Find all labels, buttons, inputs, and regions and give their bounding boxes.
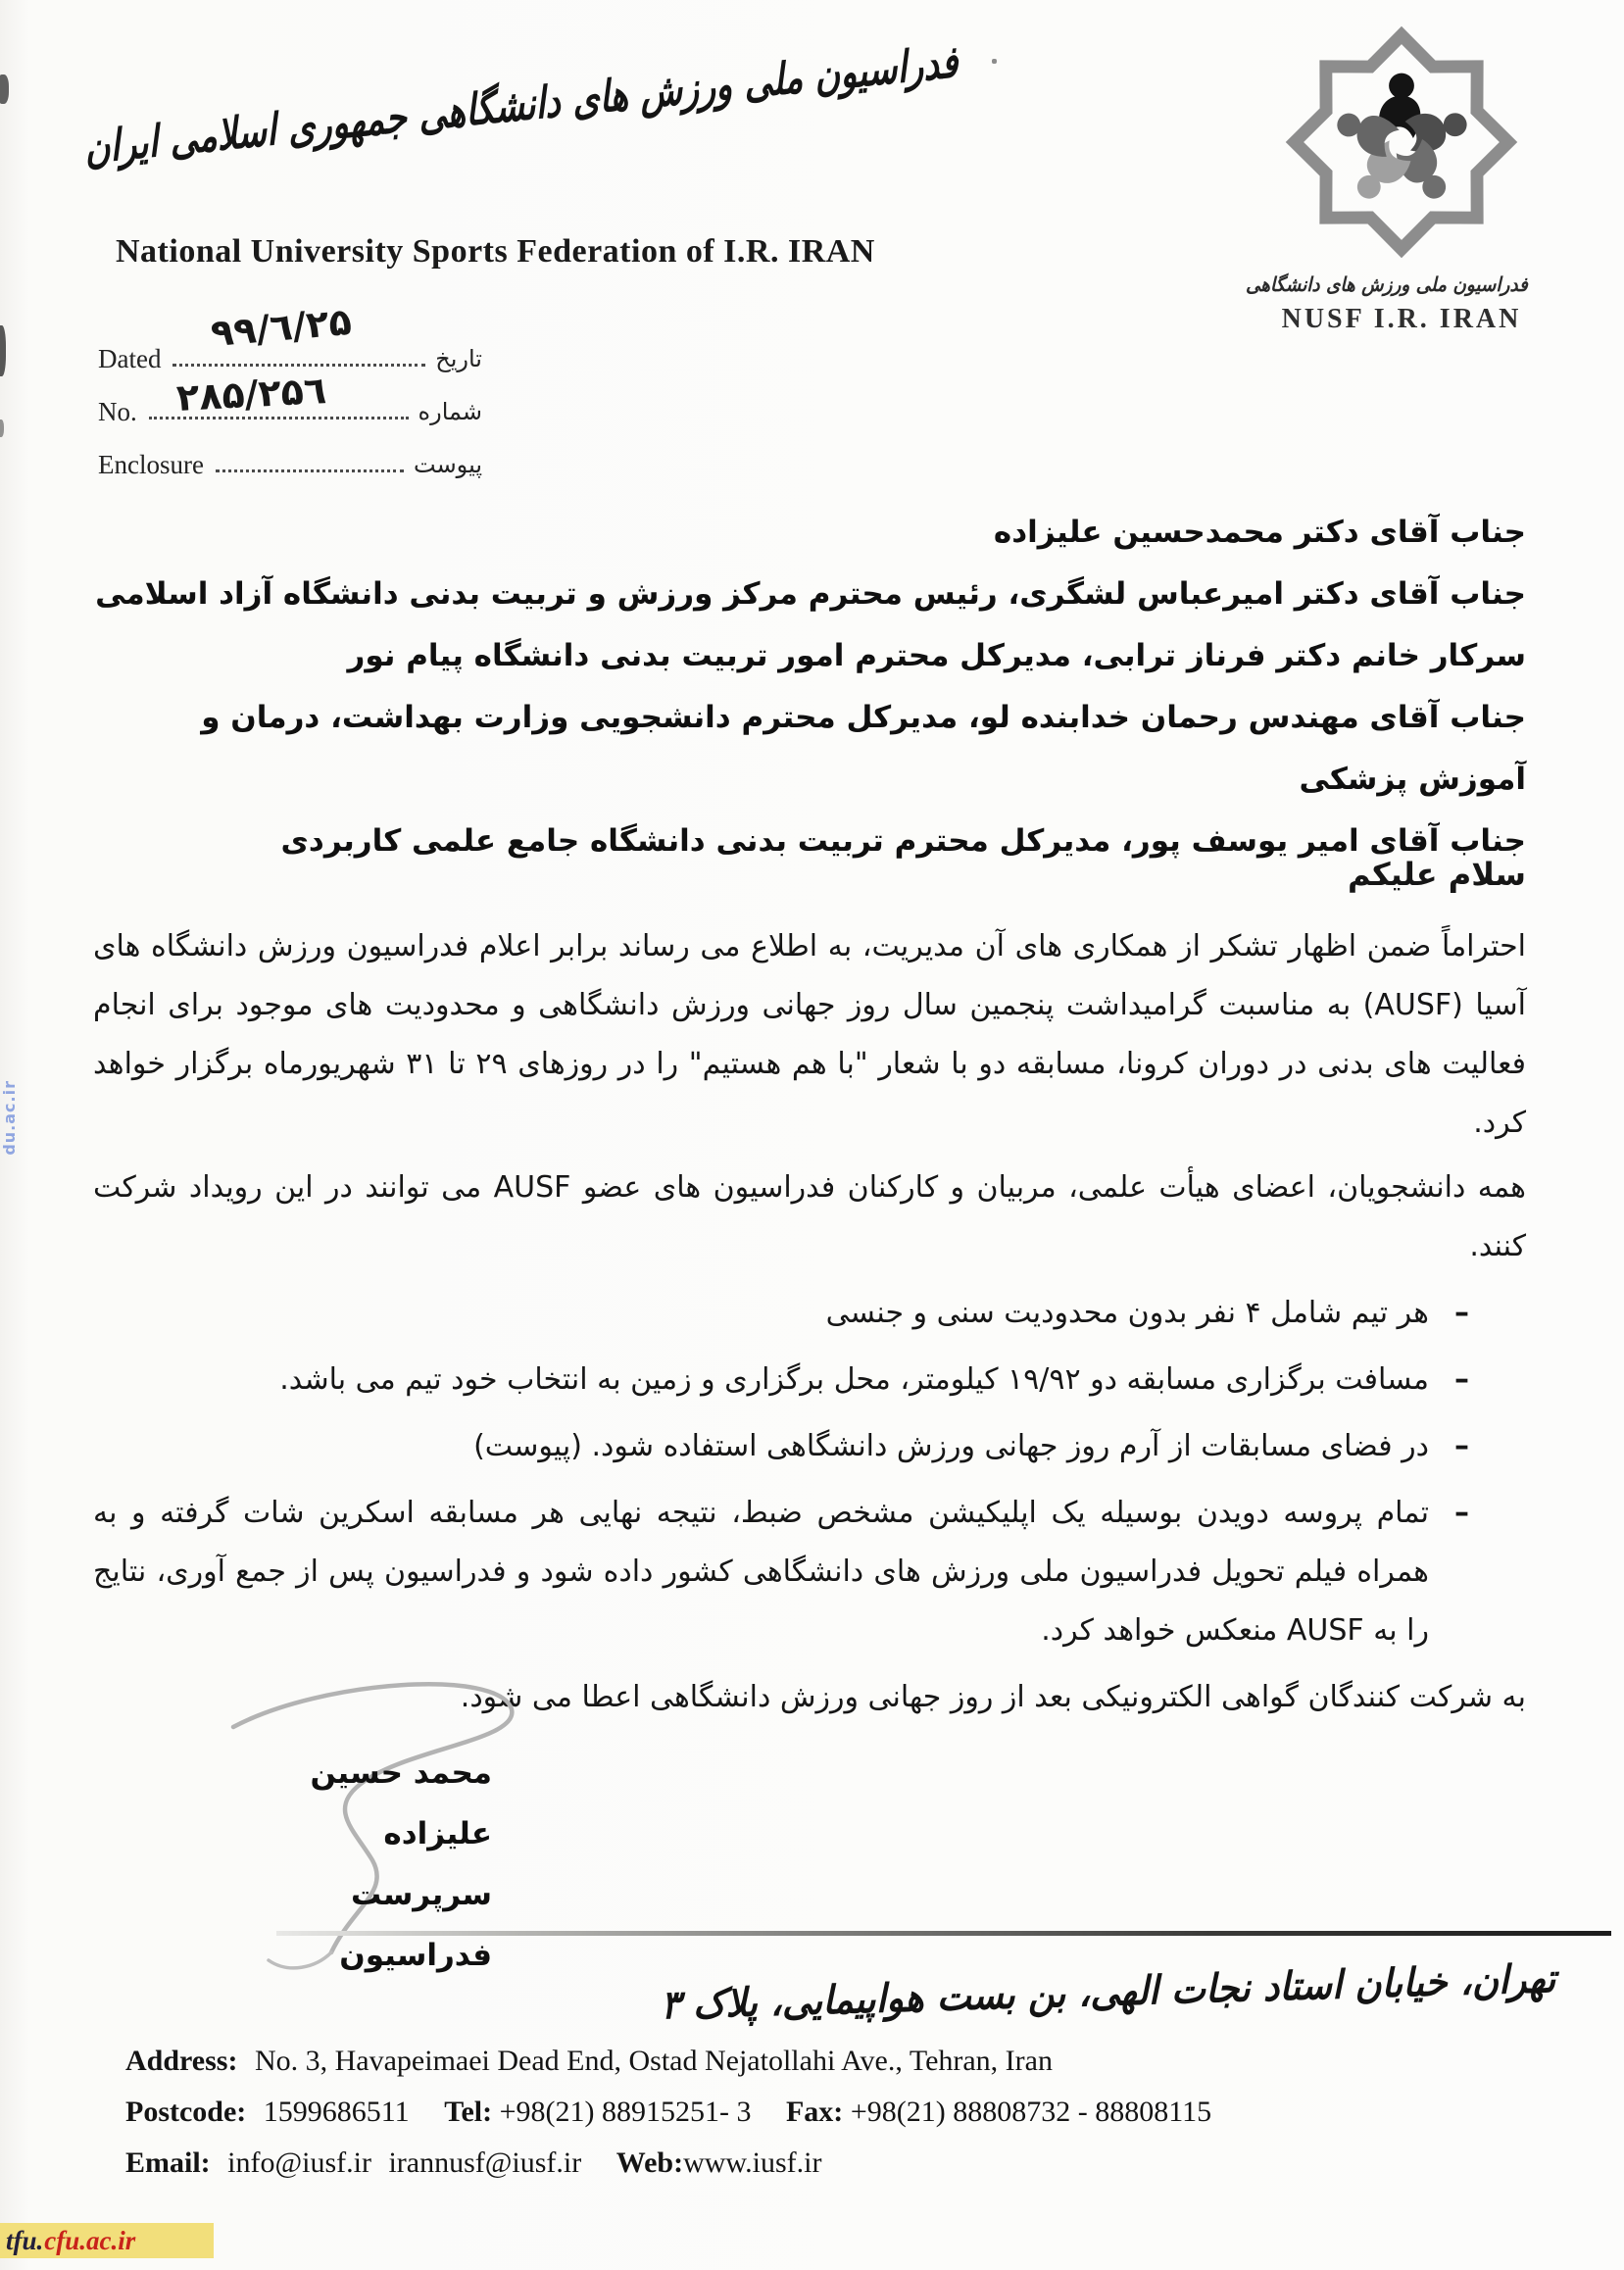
- bullet-dash: –: [1454, 1362, 1469, 1397]
- fax-value: +98(21) 88808732 - 88808115: [850, 2096, 1212, 2128]
- email-value-1: info@iusf.ir: [227, 2147, 371, 2179]
- salutation: سلام علیکم: [1347, 856, 1526, 893]
- list-item: – تمام پروسه دویدن بوسیله یک اپلیکیشن مشخص ضبط، نتیجه نهایی هر مسابقه اسکرین شات گرفته و به همراه فیلم تحویل فدراسیون ملی ورزش های دانشگاهی کشور داده شود و فدراسیون پس از جمع آوری، نتایج را به AUSF منعکس خواهد کرد.: [93, 1484, 1469, 1660]
- federation-calligraphy-title: فدراسیون ملی ورزش های دانشگاهی جمهوری اسلامی ایران: [82, 35, 960, 173]
- logo-caption-english: NUSF I.R. IRAN: [1281, 304, 1522, 334]
- enclosure-label-fa: پیوست: [414, 451, 482, 478]
- corner-watermark-text: cfu.ac.ir: [44, 2225, 136, 2255]
- bullet-list: [93, 1284, 1526, 1660]
- paragraph: احتراماً ضمن اظهار تشکر از همکاری های آن مدیریت، به اطلاع می رساند برابر اعلام فدراسیون ورزش دانشگاه های آسیا (AUSF) به مناسبت گرامیداشت پنجمین سال روز جهانی ورزش دانشگاهی و محدودیت های موجود برای انجام فعالیت های بدنی در دوران کرونا، مسابقه دو با شعار "با هم هستیم" را در روزهای ۲۹ تا ۳۱ شهریورماه برگزار خواهد کرد.: [93, 929, 1526, 1140]
- list-item: – هر تیم شامل ۴ نفر بدون محدودیت سنی و جنسی: [93, 1284, 1469, 1343]
- web-value: www.iusf.ir: [683, 2147, 822, 2179]
- address-label: Address:: [125, 2045, 238, 2077]
- list-item: – مسافت برگزاری مسابقه دو ۱۹/۹۲ کیلومتر، محل برگزاری و زمین به انتخاب خود تیم می باشد.: [93, 1351, 1469, 1409]
- enclosure-row: [98, 429, 482, 482]
- postcode-value: 1599686511: [263, 2096, 410, 2128]
- date-label-fa: تاریخ: [435, 345, 482, 372]
- letter-body: [93, 845, 1526, 1727]
- signature-block: [196, 1743, 492, 1986]
- postcode-label: Postcode:: [125, 2096, 247, 2128]
- signer-title: سرپرست فدراسیون: [339, 1877, 492, 1973]
- address-value: No. 3, Havapeimaei Dead End, Ostad Nejatollahi Ave., Tehran, Iran: [254, 2045, 1053, 2077]
- scan-artifact: [0, 325, 6, 376]
- date-label-en: Dated: [98, 344, 162, 373]
- signer-name: محمد حسین علیزاده: [310, 1755, 492, 1851]
- web-label: Web:: [615, 2147, 684, 2179]
- logo-caption-persian: فدراسیون ملی ورزش های دانشگاهی: [1245, 272, 1528, 296]
- scan-artifact: [0, 74, 9, 104]
- footer-address-persian: تهران، خیابان استاد نجات الهی، بن بست هواپیمایی، پلاک ۳: [660, 1956, 1556, 2029]
- federation-english-title: National University Sports Federation of I.R. IRAN: [116, 233, 875, 270]
- footer-address-english: [125, 2045, 1053, 2078]
- recipient-line: جناب آقای دکتر محمدحسین علیزاده: [993, 515, 1526, 550]
- bullet-dash: –: [1454, 1296, 1469, 1330]
- recipient-line: جناب آقای امیر یوسف پور، مدیرکل محترم تربیت بدنی دانشگاه جامع علمی کاربردی: [280, 823, 1526, 859]
- corner-watermark-prefix: tfu.: [6, 2225, 44, 2255]
- eight-point-star-logo-icon: [1285, 25, 1518, 259]
- email-label: Email:: [125, 2147, 211, 2179]
- dotted-line: [216, 469, 404, 472]
- handwritten-date: ۹۹/٦/۲۵: [209, 299, 354, 356]
- bullet-dash: –: [1454, 1429, 1469, 1463]
- paragraph: همه دانشجویان، اعضای هیأت علمی، مربیان و کارکنان فدراسیون های عضو AUSF می توانند در این رویداد شرکت کنند.: [93, 1170, 1526, 1263]
- footer-divider: [276, 1931, 1611, 1936]
- number-label-en: No.: [98, 397, 137, 426]
- recipient-line: جناب آقای دکتر امیرعباس لشگری، رئیس محترم مرکز ورزش و تربیت بدنی دانشگاه آزاد اسلامی: [95, 576, 1526, 612]
- bullet-dash: –: [1454, 1496, 1469, 1530]
- enclosure-label-en: Enclosure: [98, 450, 204, 479]
- scan-artifact: [992, 59, 997, 64]
- scan-artifact: [0, 419, 4, 437]
- list-item: – در فضای مسابقات از آرم روز جهانی ورزش دانشگاهی استفاده شود. (پیوست): [93, 1417, 1469, 1476]
- email-value-2: irannusf@iusf.ir: [388, 2147, 582, 2179]
- footer-web-line: [125, 2147, 821, 2180]
- footer-contact-line: [125, 2096, 1211, 2129]
- handwritten-number: ۲۸۵/۲۵٦: [174, 369, 328, 419]
- tel-value: +98(21) 88915251- 3: [499, 2096, 752, 2128]
- corner-watermark: [0, 2223, 214, 2258]
- closing-line: به شرکت کنندگان گواهی الکترونیکی بعد از روز جهانی ورزش دانشگاهی اعطا می شود.: [460, 1680, 1526, 1714]
- tel-label: Tel:: [444, 2096, 493, 2128]
- number-label-fa: شماره: [418, 398, 482, 425]
- side-watermark: du.ac.ir: [0, 1080, 19, 1156]
- nusf-logo: [1245, 25, 1539, 335]
- dancing-figures: [1331, 74, 1471, 209]
- dotted-line: [172, 364, 425, 367]
- recipient-line: سرکار خانم دکتر فرناز ترابی، مدیرکل محترم امور تربیت بدنی دانشگاه پیام نور: [347, 638, 1526, 673]
- fax-label: Fax:: [785, 2096, 844, 2128]
- recipient-lines: [93, 502, 1526, 872]
- recipient-line: جناب آقای مهندس رحمان خدابنده لو، مدیرکل محترم دانشجویی وزارت بهداشت، درمان و آموزش پزشکی: [201, 700, 1526, 797]
